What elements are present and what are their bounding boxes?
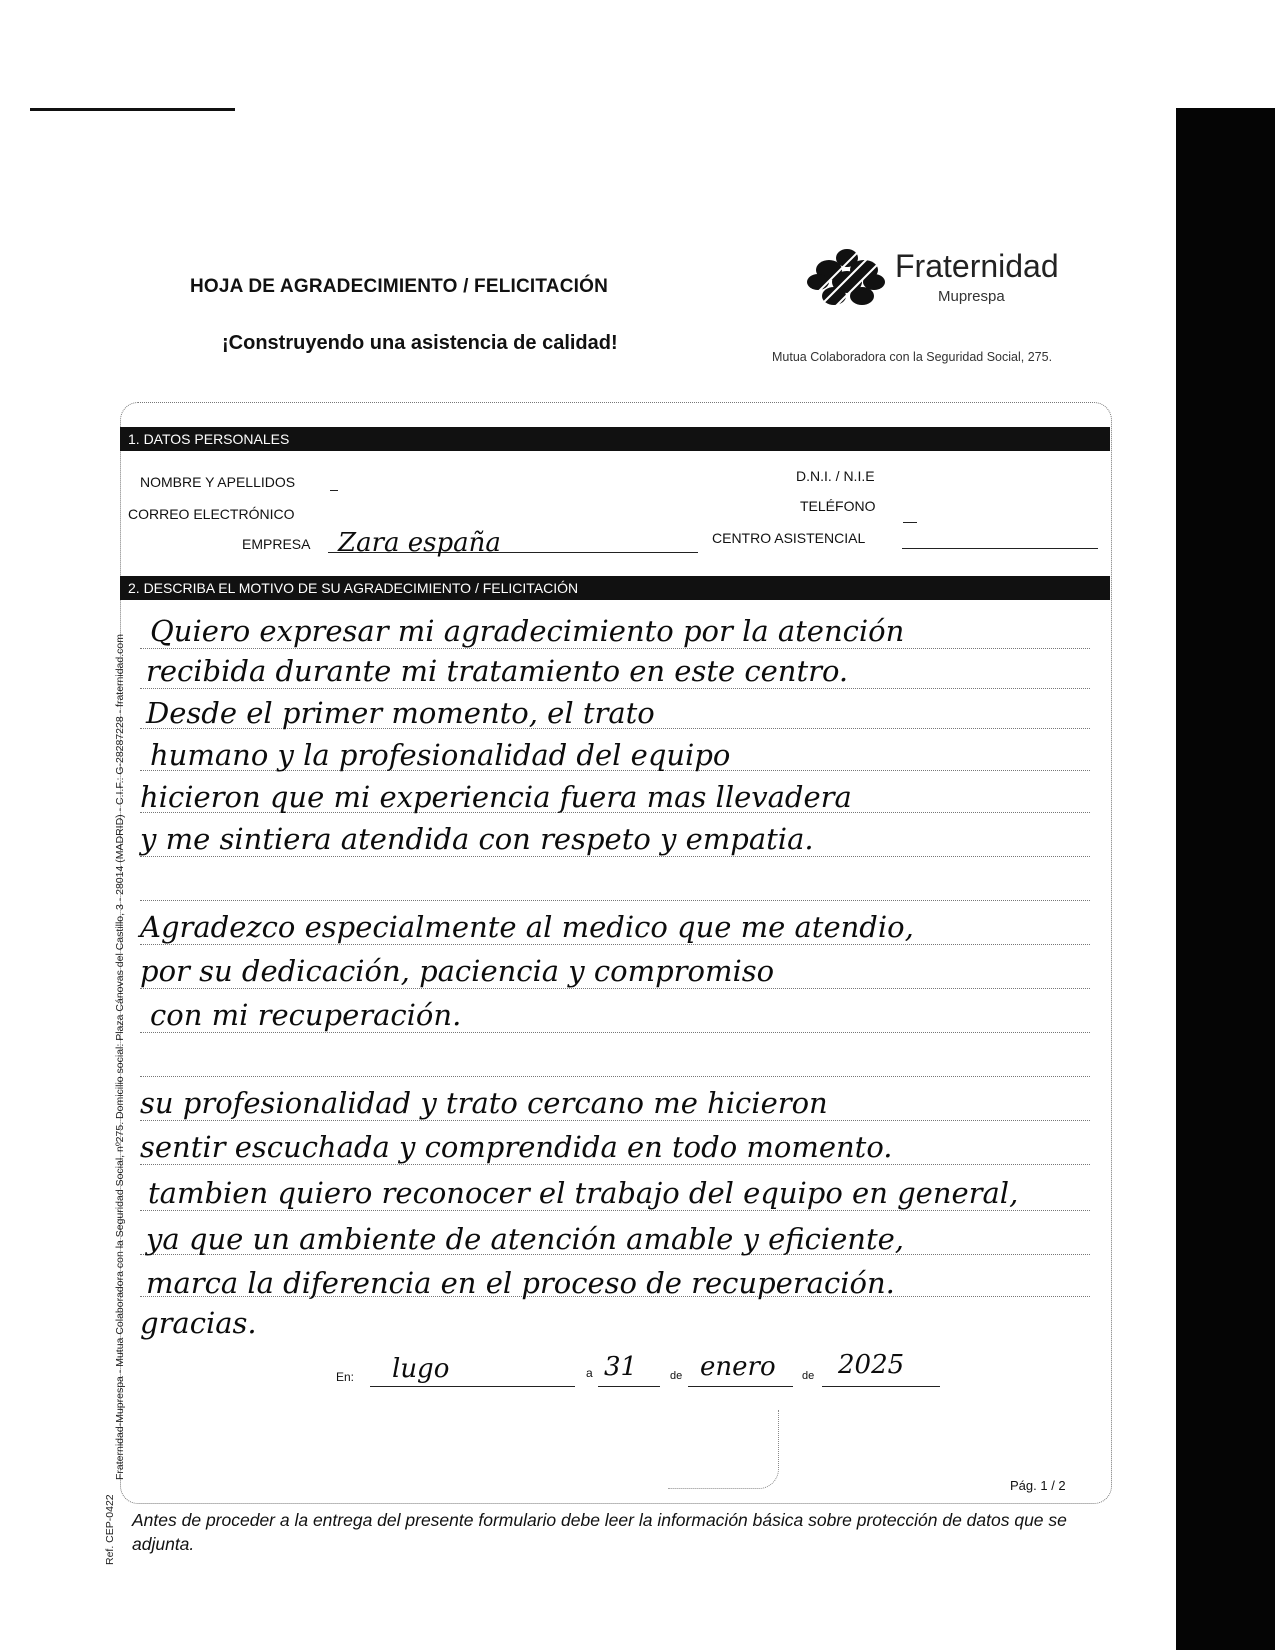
field-centro[interactable] xyxy=(902,548,1098,549)
message-line: Agradezco especialmente al medico que me atendio, xyxy=(140,910,914,944)
ruled-line xyxy=(140,688,1090,689)
day-value: 31 xyxy=(604,1352,638,1382)
brand-subtitle: Muprespa xyxy=(938,288,1005,305)
message-line: recibida durante mi tratamiento en este centro. xyxy=(146,654,849,688)
ruled-line xyxy=(140,1076,1090,1077)
brand-name: Fraternidad xyxy=(895,248,1059,284)
document-title: HOJA DE AGRADECIMIENTO / FELICITACIÓN xyxy=(190,276,609,297)
form-frame xyxy=(120,402,1112,1504)
field-telefono[interactable] xyxy=(903,522,917,523)
field-nombre[interactable] xyxy=(330,490,338,491)
message-line: gracias. xyxy=(140,1306,257,1340)
message-line: Quiero expresar mi agradecimiento por la atención xyxy=(150,614,905,648)
form-reference: Ref. CEP-0422 xyxy=(104,1494,116,1565)
ruled-line xyxy=(140,1120,1090,1121)
message-line: y me sintiera atendida con respeto y empatia. xyxy=(140,822,814,856)
field-city[interactable] xyxy=(370,1386,575,1387)
label-centro: CENTRO ASISTENCIAL xyxy=(712,530,866,546)
message-line: humano y la profesionalidad del equipo xyxy=(150,738,731,772)
month-value: enero xyxy=(700,1352,776,1382)
ruled-line xyxy=(140,648,1090,649)
ruled-line xyxy=(140,1210,1090,1211)
message-line: hicieron que mi experiencia fuera mas llevadera xyxy=(140,780,852,814)
mutua-note: Mutua Colaboradora con la Seguridad Social, 275. xyxy=(772,350,1053,364)
fraternidad-logo-icon xyxy=(806,248,888,312)
ruled-line xyxy=(140,900,1090,901)
label-de-2: de xyxy=(802,1370,815,1382)
city-value: lugo xyxy=(392,1354,450,1384)
ruled-line xyxy=(140,988,1090,989)
signature-box xyxy=(668,1410,779,1489)
message-line: su profesionalidad y trato cercano me hicieron xyxy=(140,1086,828,1120)
message-line: Desde el primer momento, el trato xyxy=(146,696,655,730)
ruled-line xyxy=(140,1032,1090,1033)
privacy-notice: Antes de proceder a la entrega del presente formulario debe leer la información básica sobre protección de datos que se adjunta. xyxy=(132,1510,1067,1554)
field-year[interactable] xyxy=(822,1386,940,1387)
message-line: por su dedicación, paciencia y compromiso xyxy=(140,954,775,988)
top-rule xyxy=(30,108,235,111)
section2-header: 2. DESCRIBA EL MOTIVO DE SU AGRADECIMIENTO / FELICITACIÓN xyxy=(120,576,1110,600)
message-line: ya que un ambiente de atención amable y eficiente, xyxy=(146,1222,904,1256)
year-value: 2025 xyxy=(838,1350,905,1380)
field-day[interactable] xyxy=(598,1386,660,1387)
section1-header: 1. DATOS PERSONALES xyxy=(120,427,1110,451)
message-line: tambien quiero reconocer el trabajo del equipo en general, xyxy=(148,1176,1019,1210)
label-de: de xyxy=(670,1370,683,1382)
label-en: En: xyxy=(336,1370,355,1384)
field-month[interactable] xyxy=(688,1386,793,1387)
empresa-value: Zara españa xyxy=(338,528,501,558)
ruled-line xyxy=(140,1164,1090,1165)
label-empresa: EMPRESA xyxy=(242,536,311,552)
sidebar-legal-text: Fraternidad-Muprespa - Mutua Colaboradora con la Seguridad Social, nº275. Domicilio social: Plaza Cánovas del Castillo, 3 - 28014 (MADRID) - C.I.F.: G-28287228 - fraternidad.com xyxy=(114,634,126,1480)
label-nombre: NOMBRE Y APELLIDOS xyxy=(140,474,296,490)
label-a: a xyxy=(586,1366,593,1380)
ruled-line xyxy=(140,944,1090,945)
ruled-line xyxy=(140,856,1090,857)
label-telefono: TELÉFONO xyxy=(800,498,876,514)
message-line: sentir escuchada y comprendida en todo momento. xyxy=(140,1130,893,1164)
label-correo: CORREO ELECTRÓNICO xyxy=(128,506,295,522)
document-slogan: ¡Construyendo una asistencia de calidad! xyxy=(222,332,618,354)
page-number: Pág. 1 / 2 xyxy=(1010,1478,1066,1493)
label-dni: D.N.I. / N.I.E xyxy=(796,468,875,484)
message-line: marca la diferencia en el proceso de recuperación. xyxy=(146,1266,895,1300)
scan-edge-bar xyxy=(1176,108,1275,1650)
message-line: con mi recuperación. xyxy=(150,998,462,1032)
